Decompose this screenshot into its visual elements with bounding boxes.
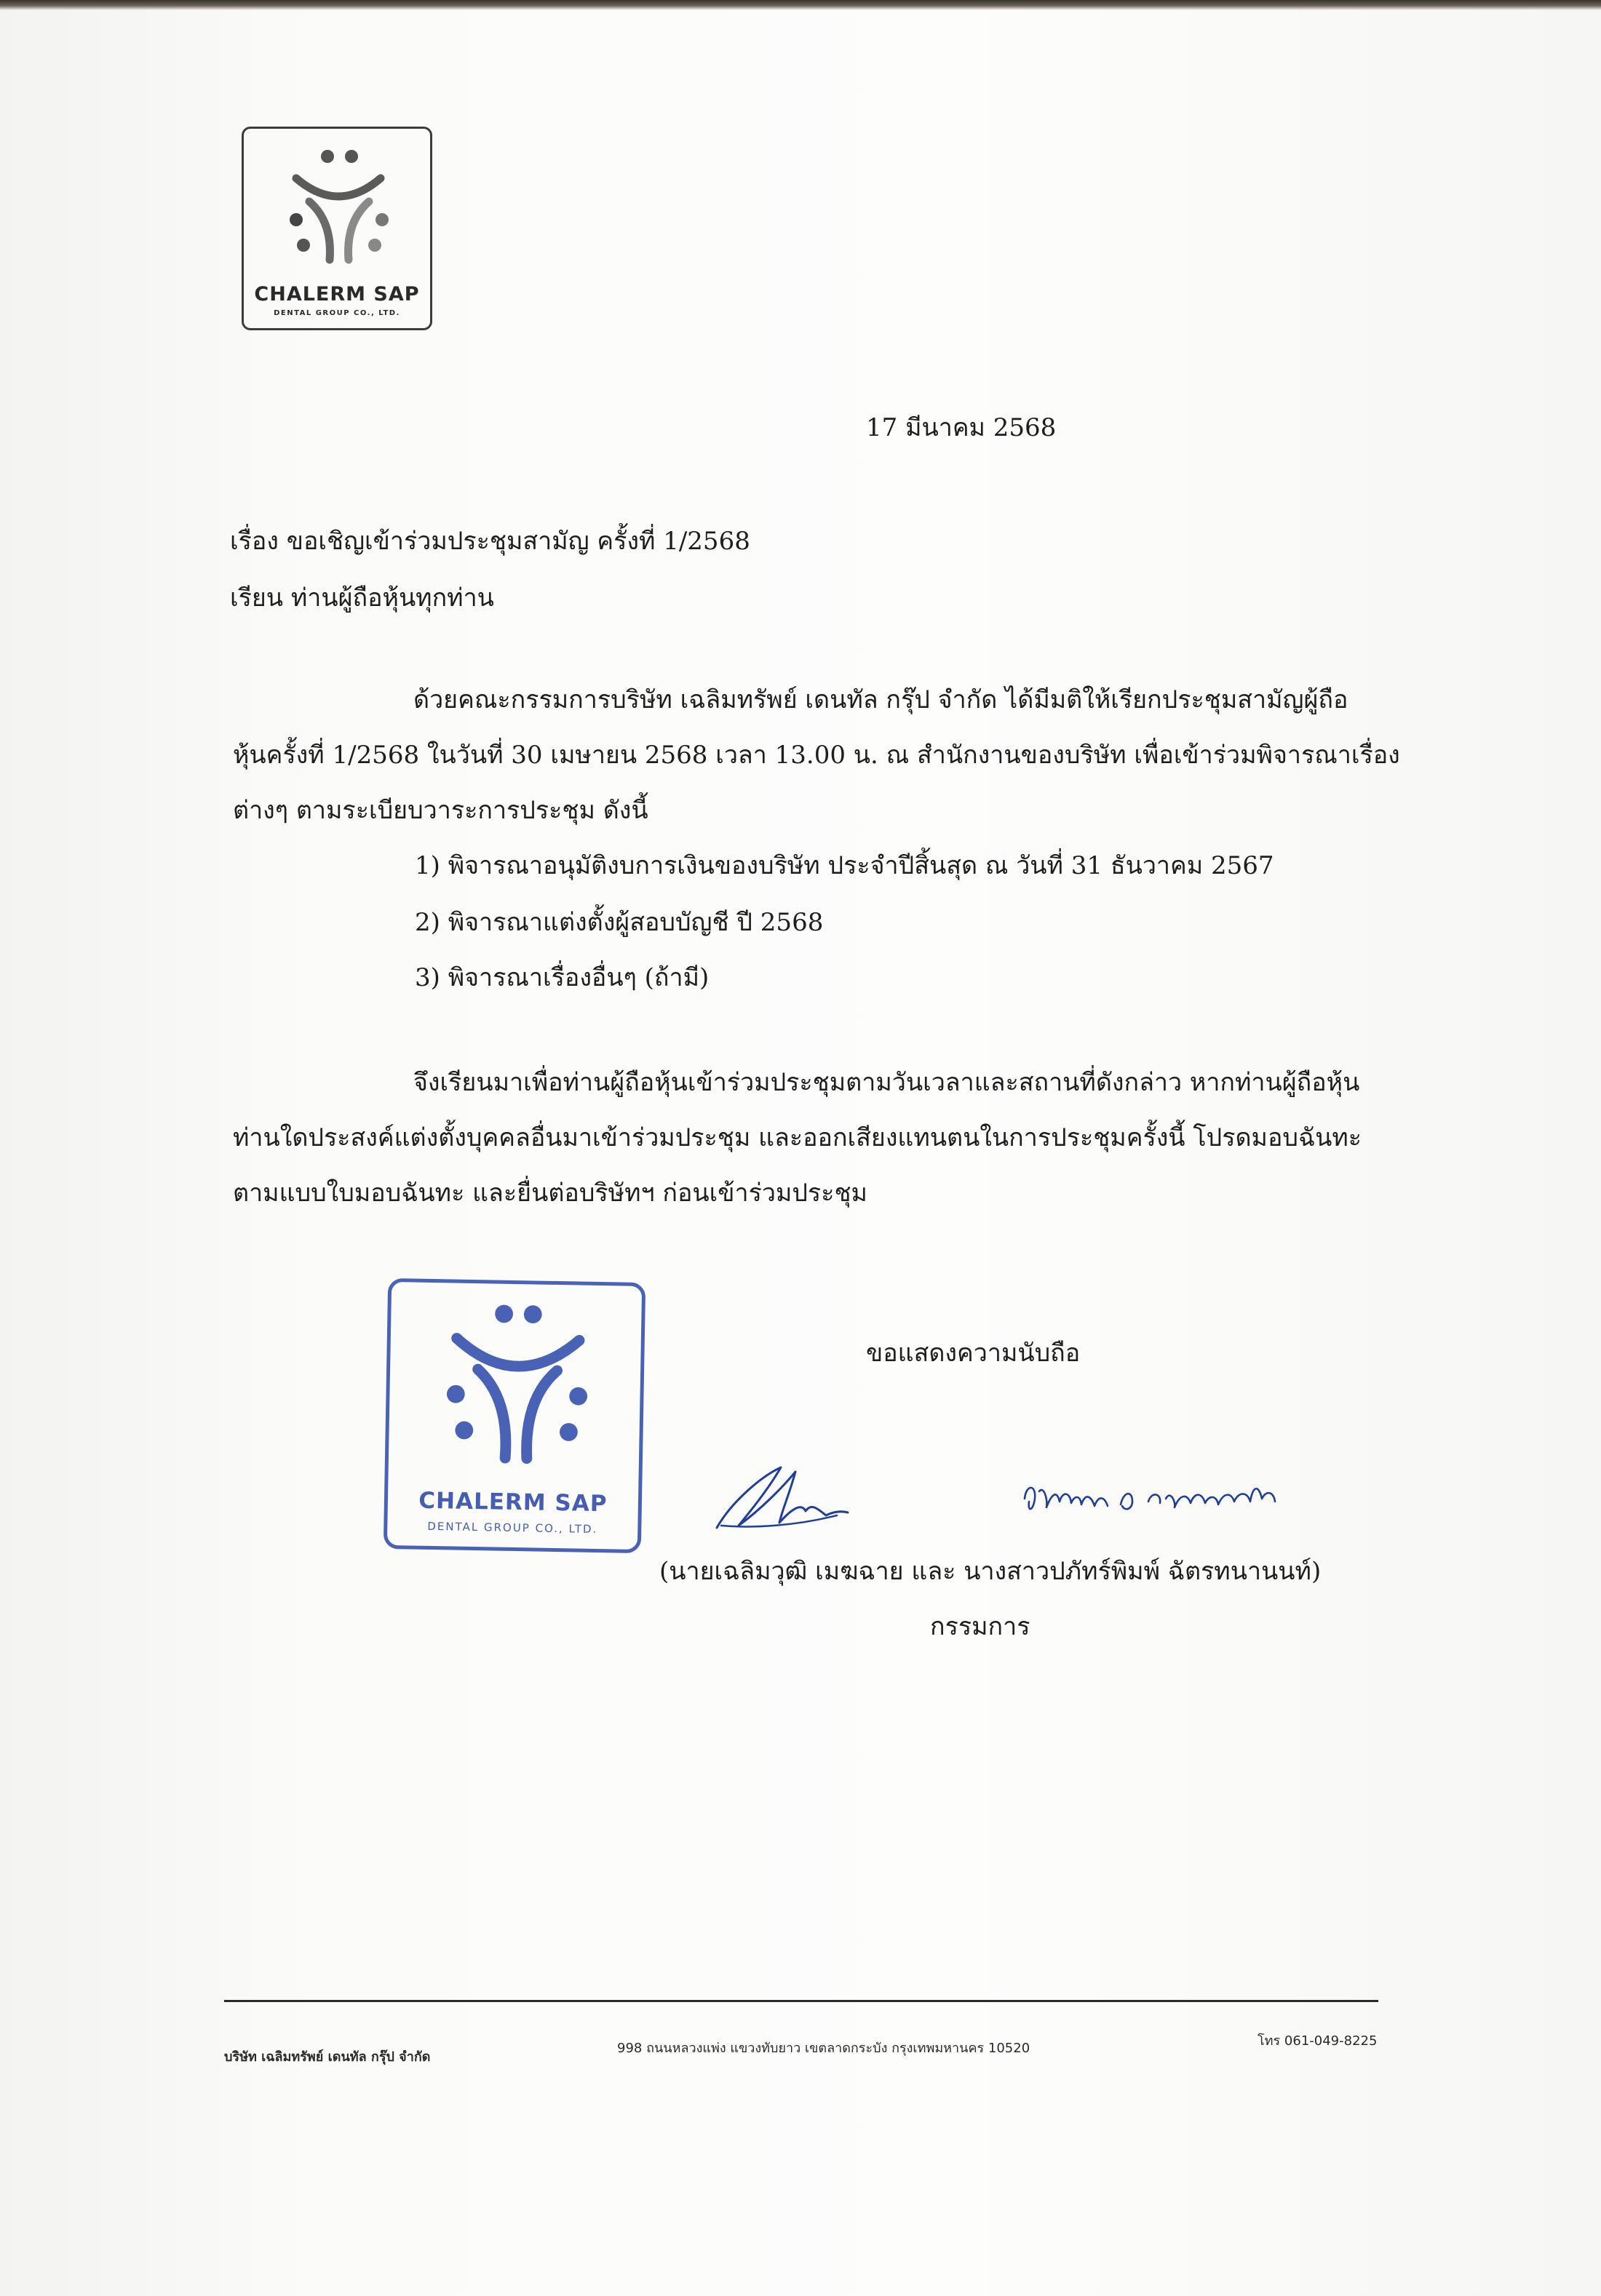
letter-closing: ขอแสดงความนับถือ <box>866 1339 1081 1368</box>
paragraph-line: ต่างๆ ตามระเบียบวาระการประชุม ดังนี้ <box>233 796 648 825</box>
footer-company: บริษัท เฉลิมทรัพย์ เดนทัล กรุ๊ป จำกัด <box>224 2049 431 2065</box>
photo-top-edge <box>0 0 1601 10</box>
signature-2 <box>1019 1470 1295 1528</box>
signatory-names: (นายเฉลิมวุฒิ เมฆฉาย และ นางสาวปภัทร์พิมพ์ ฉัตรทนานนท์) <box>659 1557 1322 1586</box>
paragraph-line: ด้วยคณะกรรมการบริษัท เฉลิมทรัพย์ เดนทัล กรุ๊ป จำกัด ได้มีมติให้เรียกประชุมสามัญผู้ถือ <box>413 685 1348 714</box>
letter-subject: เรื่อง ขอเชิญเข้าร่วมประชุมสามัญ ครั้งที่ 1/2568 <box>230 527 750 556</box>
company-stamp <box>384 1278 645 1553</box>
paragraph-line: จึงเรียนมาเพื่อท่านผู้ถือหุ้นเข้าร่วมประชุมตามวันเวลาและสถานที่ดังกล่าว หากท่านผู้ถือหุ้น <box>413 1068 1360 1097</box>
signatory-position: กรรมการ <box>930 1612 1030 1641</box>
logo-company-name: CHALERM SAP <box>254 283 420 306</box>
paragraph-line: ตามแบบใบมอบฉันทะ และยื่นต่อบริษัทฯ ก่อนเข้าร่วมประชุม <box>233 1179 867 1208</box>
letter-date: 17 มีนาคม 2568 <box>866 413 1057 442</box>
paragraph-line: หุ้นครั้งที่ 1/2568 ในวันที่ 30 เมษายน 2568 เวลา 13.00 น. ณ สำนักงานของบริษัท เพื่อเข้าร่วมพิจารณาเรื่อง <box>233 741 1400 770</box>
signature-1 <box>710 1459 877 1539</box>
footer-divider <box>224 2000 1378 2002</box>
agenda-item: 2) พิจารณาแต่งตั้งผู้สอบบัญชี ปี 2568 <box>415 908 824 937</box>
stamp-logo-icon <box>424 1293 609 1485</box>
footer-address: 998 ถนนหลวงแพ่ง แขวงทับยาว เขตลาดกระบัง กรุงเทพมหานคร 10520 <box>617 2041 1030 2056</box>
stamp-company-name: CHALERM SAP <box>418 1487 608 1518</box>
company-logo-icon <box>266 136 411 282</box>
agenda-item: 1) พิจารณาอนุมัติงบการเงินของบริษัท ประจำปีสิ้นสุด ณ วันที่ 31 ธันวาคม 2567 <box>415 851 1274 880</box>
agenda-item: 3) พิจารณาเรื่องอื่นๆ (ถ้ามี) <box>415 963 710 992</box>
letter-recipient: เรียน ท่านผู้ถือหุ้นทุกท่าน <box>230 583 494 613</box>
stamp-company-subtitle: DENTAL GROUP CO., LTD. <box>427 1519 598 1536</box>
paragraph-line: ท่านใดประสงค์แต่งตั้งบุคคลอื่นมาเข้าร่วมประชุม และออกเสียงแทนตนในการประชุมครั้งนี้ โปรดมอบฉันทะ <box>233 1123 1362 1152</box>
logo-company-subtitle: DENTAL GROUP CO., LTD. <box>274 309 400 317</box>
letterhead-logo <box>242 127 432 330</box>
footer-phone: โทร 061-049-8225 <box>1258 2033 1378 2049</box>
